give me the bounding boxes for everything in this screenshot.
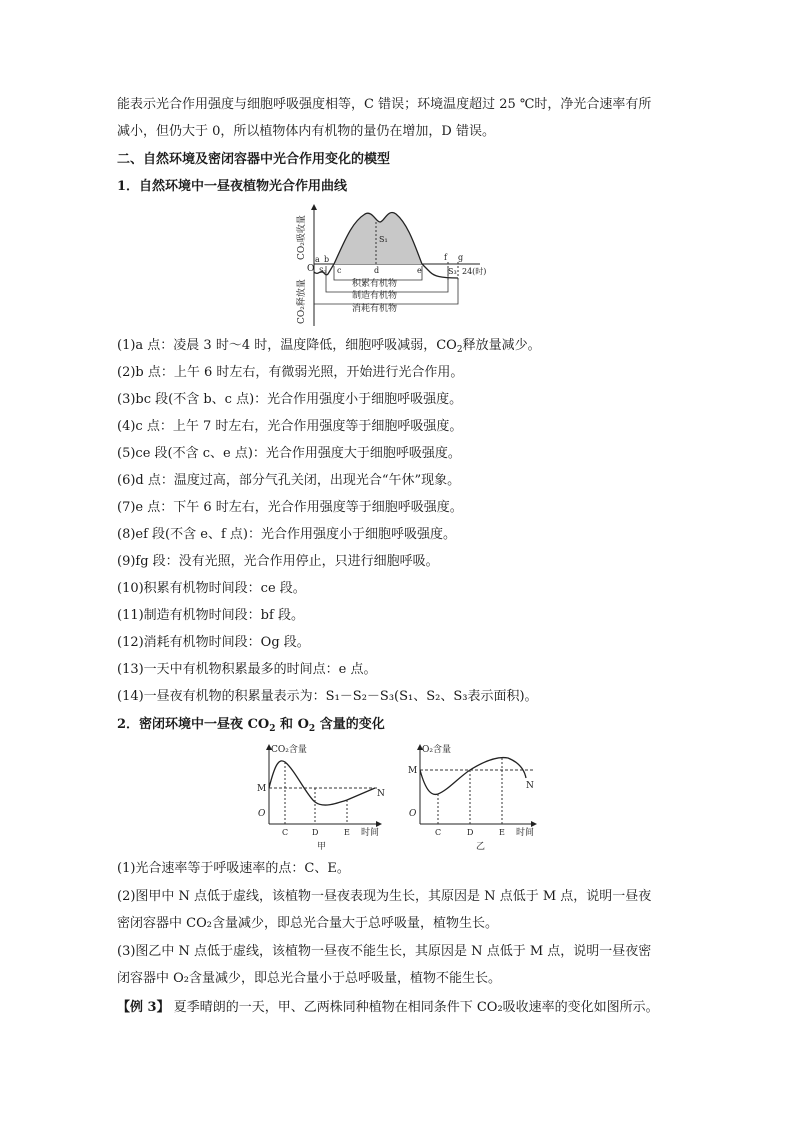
tick-d: D bbox=[312, 828, 319, 837]
area-s3: S₃ bbox=[448, 267, 457, 276]
point-d: d bbox=[374, 266, 380, 275]
part1-item-text: (1)a 点：凌晨 3 时～4 时，温度降低，细胞呼吸减弱，CO bbox=[117, 338, 457, 353]
part2-item: (3)图乙中 N 点低于虚线，该植物一昼夜不能生长，其原因是 N 点低于 M 点，说明一昼夜密 bbox=[117, 944, 652, 959]
part1-item bbox=[117, 473, 460, 489]
part1-item bbox=[117, 419, 462, 435]
ylabel: O₂含量 bbox=[422, 745, 451, 755]
n-label: N bbox=[377, 789, 385, 799]
part2-item: (2)图甲中 N 点低于虚线，该植物一昼夜表现为生长，其原因是 N 点低于 M 点，说明一昼夜 bbox=[117, 889, 652, 904]
bracket-label-consume: 消耗有机物 bbox=[352, 304, 398, 314]
part1-item bbox=[117, 392, 462, 408]
point-f: f bbox=[444, 253, 447, 262]
bracket-label-produce: 制造有机物 bbox=[352, 291, 398, 301]
part1-item-text-post: 释放量减少。 bbox=[462, 338, 541, 353]
part1-item bbox=[117, 554, 439, 570]
daynight-photosynthesis-figure bbox=[290, 200, 510, 330]
part1-item bbox=[117, 689, 538, 705]
part2-heading-post: 含量的变化 bbox=[315, 717, 385, 732]
o2-curve bbox=[420, 758, 526, 795]
example-text: 夏季晴朗的一天，甲、乙两株同种植物在相同条件下 CO₂吸收速率的变化如图所示。 bbox=[169, 1000, 659, 1015]
part1-item bbox=[117, 338, 541, 358]
part1-item-text: (2)b 点：上午 6 时左右，有微弱光照，开始进行光合作用。 bbox=[117, 365, 464, 380]
part1-heading: 1．自然环境中一昼夜植物光合作用曲线 bbox=[117, 179, 348, 194]
part1-item-text: (13)一天中有机物积累最多的时间点：e 点。 bbox=[117, 662, 377, 677]
origin-label: O bbox=[409, 809, 417, 819]
part1-item-text: (10)积累有机物时间段：ce 段。 bbox=[117, 581, 306, 596]
point-b: b bbox=[324, 255, 330, 264]
part2-item: 密闭容器中 CO₂含量减少，即总光合量大于总呼吸量，植物生长。 bbox=[117, 916, 498, 931]
n-label: N bbox=[526, 781, 534, 791]
part2-heading-sub1: 2 bbox=[269, 724, 276, 734]
part2-item: (1)光合速率等于呼吸速率的点：C、E。 bbox=[117, 861, 350, 876]
tick-e: E bbox=[499, 828, 505, 837]
intro-line-2: 减小，但仍大于 0，所以植物体内有机物的量仍在增加，D 错误。 bbox=[117, 124, 495, 139]
point-e: e bbox=[417, 266, 422, 275]
part1-item bbox=[117, 581, 306, 597]
origin-label: O bbox=[307, 264, 315, 274]
part2-heading bbox=[117, 717, 385, 737]
ylabel-bottom: CO₂释放量 bbox=[297, 279, 307, 324]
tick-d: D bbox=[467, 828, 474, 837]
part1-item-text: (6)d 点：温度过高，部分气孔关闭，出现光合“午休”现象。 bbox=[117, 473, 461, 488]
part1-item-subscript: 2 bbox=[456, 345, 463, 355]
point-a: a bbox=[315, 255, 320, 264]
point-g: g bbox=[458, 253, 464, 262]
xlabel: 时间 bbox=[516, 828, 535, 838]
bracket-label-accumulate: 积累有机物 bbox=[352, 279, 398, 289]
part1-item-text: (12)消耗有机物时间段：Og 段。 bbox=[117, 635, 310, 650]
m-label: M bbox=[257, 784, 267, 794]
origin-label: O bbox=[258, 809, 266, 819]
part1-item bbox=[117, 365, 463, 381]
caption: 甲 bbox=[317, 842, 327, 852]
part1-item-text: (4)c 点：上午 7 时左右，光合作用强度等于细胞呼吸强度。 bbox=[117, 419, 463, 434]
intro-line-1: 能表示光合作用强度与细胞呼吸强度相等，C 错误；环境温度超过 25 ℃时，净光合速率有所 bbox=[117, 97, 652, 112]
x-axis-arrow-icon bbox=[531, 821, 537, 827]
part1-item-text: (14)一昼夜有机物的积累量表示为：S₁－S₂－S₃(S₁、S₂、S₃表示面积)。 bbox=[117, 689, 538, 704]
part1-item bbox=[117, 635, 310, 651]
x-end-label: 24(时) bbox=[462, 267, 487, 276]
section-title: 二、自然环境及密闭容器中光合作用变化的模型 bbox=[117, 152, 391, 167]
part1-item-text: (7)e 点：下午 6 时左右，光合作用强度等于细胞呼吸强度。 bbox=[117, 500, 463, 515]
part2-heading-pre: 2．密闭环境中一昼夜 CO bbox=[117, 717, 270, 732]
area-s1: S₁ bbox=[379, 235, 388, 244]
part2-item: 闭容器中 O₂含量减少，即总光合量小于总呼吸量，植物不能生长。 bbox=[117, 971, 502, 986]
tick-c: C bbox=[435, 828, 442, 837]
part1-item-text: (5)ce 段(不含 c、e 点)：光合作用强度大于细胞呼吸强度。 bbox=[117, 446, 461, 461]
part1-item bbox=[117, 662, 377, 678]
x-axis-arrow-icon bbox=[376, 821, 382, 827]
part1-item-text: (11)制造有机物时间段：bf 段。 bbox=[117, 608, 304, 623]
tick-c: C bbox=[282, 828, 289, 837]
part1-item bbox=[117, 608, 304, 624]
example-line bbox=[117, 1000, 659, 1016]
part1-item-text: (9)fg 段：没有光照，光合作用停止，只进行细胞呼吸。 bbox=[117, 554, 439, 569]
example-label: 【例 3】 bbox=[117, 1000, 170, 1015]
part1-item bbox=[117, 527, 456, 543]
part1-item bbox=[117, 500, 463, 516]
part2-heading-mid: 和 O bbox=[275, 717, 309, 732]
part1-item bbox=[117, 446, 461, 462]
part2-heading-sub2: 2 bbox=[308, 724, 316, 734]
part1-item-text: (3)bc 段(不含 b、c 点)：光合作用强度小于细胞呼吸强度。 bbox=[117, 392, 463, 407]
o2-content-figure bbox=[400, 742, 545, 854]
point-c: c bbox=[337, 266, 342, 275]
y-axis-arrow-icon bbox=[311, 204, 317, 210]
ylabel: CO₂含量 bbox=[271, 745, 307, 755]
xlabel: 时间 bbox=[361, 828, 380, 838]
area-s2: S₂ bbox=[319, 267, 327, 275]
tick-e: E bbox=[344, 828, 350, 837]
part1-item-text: (8)ef 段(不含 e、f 点)：光合作用强度小于细胞呼吸强度。 bbox=[117, 527, 456, 542]
ylabel-top: CO₂吸收量 bbox=[297, 215, 307, 260]
caption: 乙 bbox=[476, 842, 486, 852]
m-label: M bbox=[408, 766, 418, 776]
co2-content-figure bbox=[255, 742, 390, 854]
